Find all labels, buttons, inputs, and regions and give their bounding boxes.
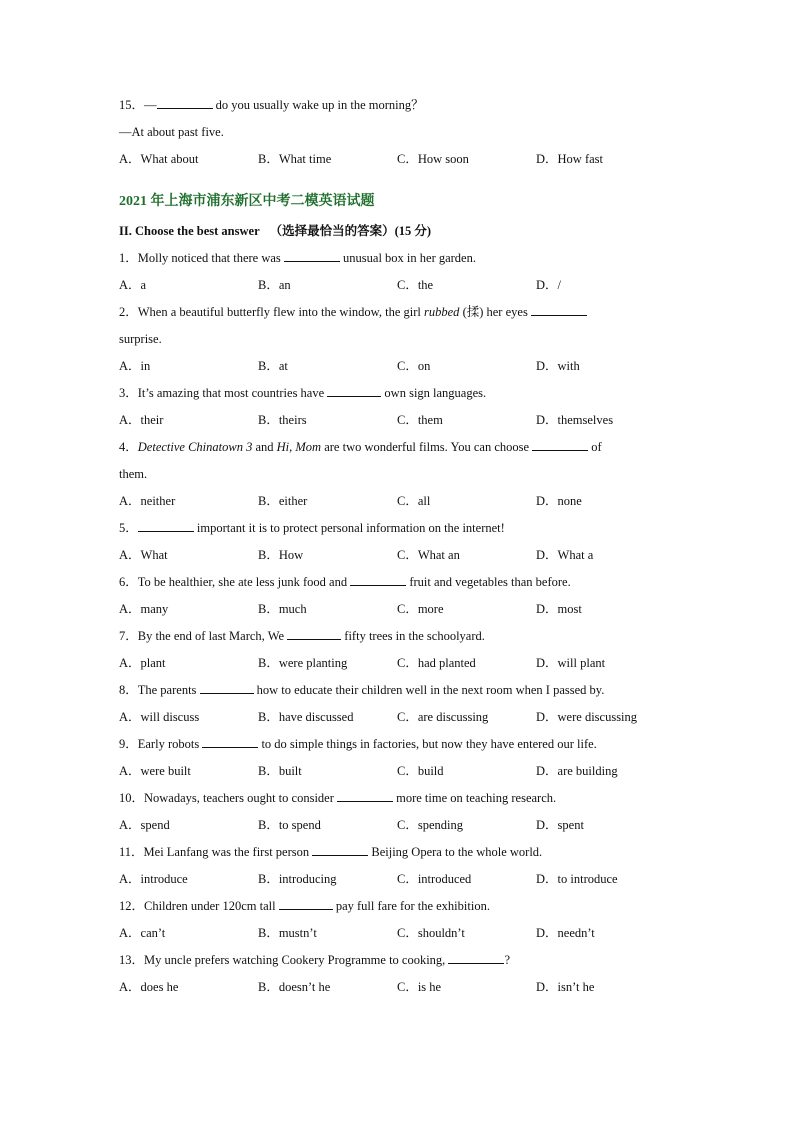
option-b: B．an — [258, 278, 291, 292]
answer-blank — [284, 250, 340, 262]
option-a: A．many — [119, 602, 169, 616]
question-12-options — [119, 920, 679, 947]
option-d: D．most — [536, 602, 582, 616]
option-c: C．shouldn’t — [397, 926, 465, 940]
option-a: A．introduce — [119, 872, 188, 886]
question-15-options — [119, 146, 679, 173]
option-d: D．were discussing — [536, 710, 638, 724]
option-b: B．much — [258, 602, 307, 616]
question-6-stem: 6．To be healthier, she ate less junk food and fruit and vegetables than before. — [119, 575, 571, 589]
question-15-stem: 15．— do you usually wake up in the morning？ — [119, 98, 424, 112]
option-b: B．What time — [258, 152, 332, 166]
option-b: B．mustn’t — [258, 926, 317, 940]
option-d: D．needn’t — [536, 926, 595, 940]
answer-blank — [532, 439, 588, 451]
answer-blank — [531, 304, 587, 316]
answer-blank — [337, 790, 393, 802]
section-heading: II. Choose the best answer （选择最恰当的答案）(15 分) — [119, 224, 432, 238]
option-d: D．themselves — [536, 413, 614, 427]
question-4-stem: 4．Detective Chinatown 3 and Hi, Mom are two wonderful films. You can choose of — [119, 440, 602, 454]
option-c: C．introduced — [397, 872, 472, 886]
question-5-options — [119, 542, 679, 569]
answer-blank — [202, 736, 258, 748]
answer-blank — [200, 682, 254, 694]
option-d: D．with — [536, 359, 580, 373]
option-b: B．doesn’t he — [258, 980, 331, 994]
option-c: C．spending — [397, 818, 463, 832]
option-d: D．How fast — [536, 152, 604, 166]
exam-title: 2021 年上海市浦东新区中考二模英语试题 — [119, 194, 375, 209]
option-a: A．their — [119, 413, 164, 427]
option-d: D．none — [536, 494, 582, 508]
question-2-options — [119, 353, 679, 380]
option-b: B．theirs — [258, 413, 307, 427]
option-a: A．plant — [119, 656, 166, 670]
option-b: B．built — [258, 764, 302, 778]
exam-page — [119, 92, 679, 1001]
question-3-options — [119, 407, 679, 434]
option-c: C．more — [397, 602, 444, 616]
answer-blank — [312, 844, 368, 856]
option-d: D．are building — [536, 764, 618, 778]
option-c: C．the — [397, 278, 434, 292]
option-a: A．What about — [119, 152, 199, 166]
option-b: B．introducing — [258, 872, 337, 886]
question-2-continuation: surprise. — [119, 332, 162, 346]
question-4-options — [119, 488, 679, 515]
question-1-options — [119, 272, 679, 299]
option-b: B．at — [258, 359, 288, 373]
question-6-options — [119, 596, 679, 623]
option-c: C．are discussing — [397, 710, 489, 724]
question-1-stem: 1．Molly noticed that there was unusual box in her garden. — [119, 251, 476, 265]
option-a: A．neither — [119, 494, 176, 508]
question-12-stem: 12．Children under 120cm tall pay full fare for the exhibition. — [119, 899, 490, 913]
question-11-stem: 11．Mei Lanfang was the first person Beijing Opera to the whole world. — [119, 845, 543, 859]
answer-blank — [279, 898, 333, 910]
option-b: B．were planting — [258, 656, 348, 670]
question-4-continuation: them. — [119, 467, 148, 481]
option-c: C．What an — [397, 548, 460, 562]
option-a: A．were built — [119, 764, 191, 778]
answer-blank — [138, 520, 194, 532]
option-d: D．isn’t he — [536, 980, 595, 994]
question-3-stem: 3．It’s amazing that most countries have own sign languages. — [119, 386, 487, 400]
question-10-options — [119, 812, 679, 839]
option-c: C．How soon — [397, 152, 469, 166]
option-b: B．have discussed — [258, 710, 354, 724]
question-11-options — [119, 866, 679, 893]
answer-blank — [350, 574, 406, 586]
option-a: A．will discuss — [119, 710, 200, 724]
answer-blank — [327, 385, 381, 397]
option-d: D．/ — [536, 278, 562, 292]
option-c: C．is he — [397, 980, 442, 994]
option-a: A．in — [119, 359, 151, 373]
option-a: A．spend — [119, 818, 170, 832]
option-d: D．will plant — [536, 656, 606, 670]
question-8-options — [119, 704, 679, 731]
option-a: A．a — [119, 278, 147, 292]
question-5-stem: 5． important it is to protect personal information on the internet! — [119, 521, 505, 535]
answer-blank — [448, 952, 504, 964]
answer-blank — [157, 97, 213, 109]
option-c: C．had planted — [397, 656, 476, 670]
option-d: D．to introduce — [536, 872, 618, 886]
question-8-stem: 8．The parents how to educate their children well in the next room when I passed by. — [119, 683, 605, 697]
option-c: C．on — [397, 359, 431, 373]
option-a: A．What — [119, 548, 168, 562]
option-c: C．them — [397, 413, 443, 427]
question-7-options — [119, 650, 679, 677]
question-9-stem: 9．Early robots to do simple things in factories, but now they have entered our life. — [119, 737, 597, 751]
question-7-stem: 7．By the end of last March, We fifty trees in the schoolyard. — [119, 629, 485, 643]
option-d: D．What a — [536, 548, 594, 562]
option-a: A．does he — [119, 980, 179, 994]
option-c: C．build — [397, 764, 444, 778]
question-13-options — [119, 974, 679, 1001]
question-15-answer: —At about past five. — [119, 125, 224, 139]
question-13-stem: 13．My uncle prefers watching Cookery Programme to cooking, ? — [119, 953, 510, 967]
option-c: C．all — [397, 494, 431, 508]
answer-blank — [287, 628, 341, 640]
option-a: A．can’t — [119, 926, 166, 940]
question-9-options — [119, 758, 679, 785]
option-b: B．How — [258, 548, 304, 562]
question-list — [119, 245, 679, 1001]
option-b: B．either — [258, 494, 308, 508]
option-b: B．to spend — [258, 818, 321, 832]
option-d: D．spent — [536, 818, 584, 832]
question-10-stem: 10．Nowadays, teachers ought to consider more time on teaching research. — [119, 791, 557, 805]
question-2-stem: 2．When a beautiful butterfly flew into the window, the girl rubbed (揉) her eyes — [119, 299, 679, 326]
